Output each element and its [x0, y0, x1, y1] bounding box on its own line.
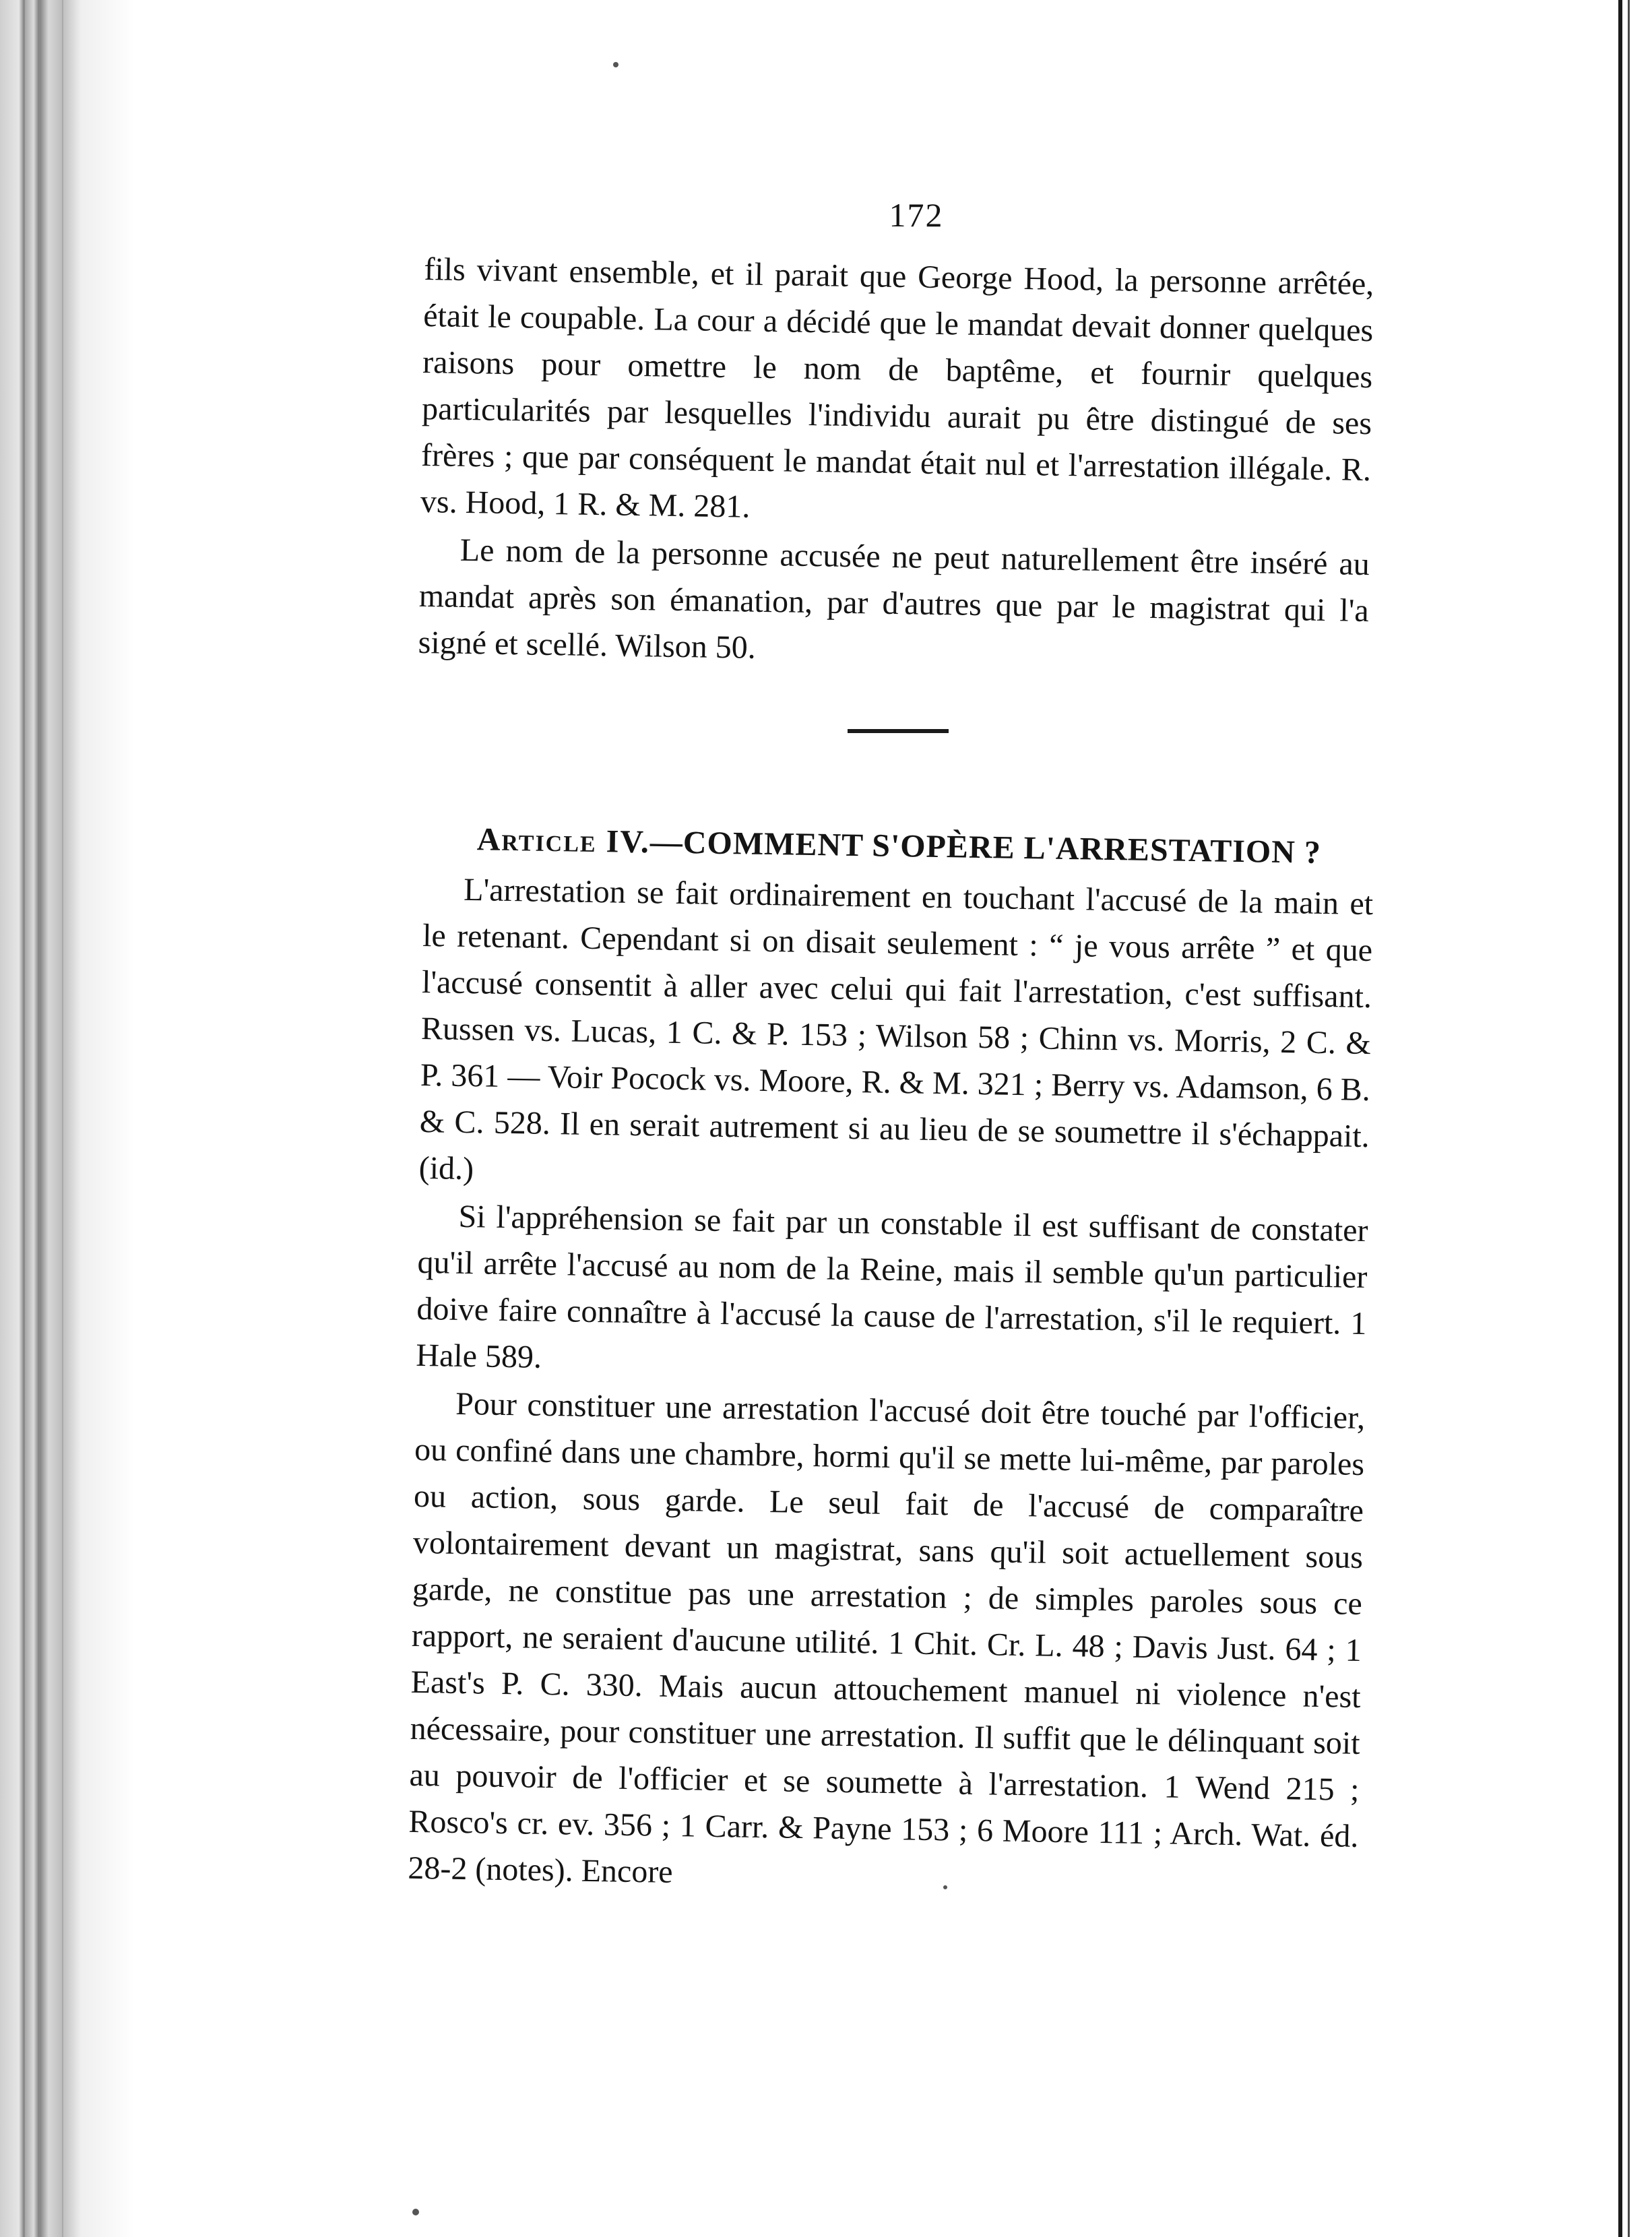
paragraph: L'arrestation se fait ordinairement en touchant l'accusé de la main et le retenant. Cependant si on disait seulement : “ je vous arrête ” et que l'accusé consentit à aller avec celui qui fait l'arrestation, c'est suffisant. Russen vs. Lucas, 1 C. & P. 153 ; Wilson 58 ; Chinn vs. Morris, 2 C. & P. 361 — Voir Pocock vs. Moore, R. & M. 321 ; Berry vs. Adamson, 6 B. & C. 528. Il en serait autrement si au lieu de se soumettre il s'échappait. (id.) [418, 871, 1374, 1187]
scan-speck [412, 2209, 419, 2215]
section-divider [848, 729, 949, 733]
gutter-line [23, 0, 25, 2237]
article-title: —COMMENT S'OPÈRE L'ARRESTATION ? [649, 824, 1322, 871]
page-number: 172 [889, 196, 944, 234]
gutter-line [62, 0, 63, 2237]
paragraph: fils vivant ensemble, et il parait que George Hood, la personne arrêtée, était le coupable. La cour a décidé que le mandat devait donner quelques raisons pour omettre le nom de baptême, et fournir quelques particularités par lesquelles l'individu aurait pu être distingué de ses frères ; que par conséquent le mandat était nul et l'arrestation illégale. R. vs. Hood, 1 R. & M. 281. [420, 251, 1374, 525]
page-gutter [0, 0, 135, 2237]
paragraph: Pour constituer une arrestation l'accusé doit être touché par l'officier, ou confiné dans une chambre, hormi qu'il se mette lui-même, par paroles ou action, sous garde. Le seul fait de l'accusé de comparaître volontairement devant un magistrat, sans qu'il soit actuellement sous garde, ne constitue pas une arrestation ; de simples paroles sous ce rapport, ne seraient d'aucune utilité. 1 Chit. Cr. L. 48 ; Davis Just. 64 ; 1 East's P. C. 330. Mais aucun attouchement manuel ni violence n'est nécessaire, pour constituer une arrestation. Il suffit que le délinquant soit au pouvoir de l'officier et se soumette à l'arrestation. 1 Wend 215 ; Rosco's cr. ev. 356 ; 1 Carr. & Payne 153 ; 6 Moore 111 ; Arch. Wat. éd. 28-2 (notes). Encore [408, 1385, 1366, 1890]
binding-edge-line [1618, 0, 1622, 2237]
paragraph: Si l'appréhension se fait par un constable il est suffisant de constater qu'il arrête l'accusé au nom de la Reine, mais il semble qu'un particulier doive faire connaître à l'accusé la cause de l'arrestation, s'il le requiert. 1 Hale 589. [415, 1198, 1368, 1375]
paragraph: Le nom de la personne accusée ne peut naturellement être inséré au mandat après son émanation, par d'autres que par le magistrat qui l'a signé et scellé. Wilson 50. [418, 532, 1370, 666]
gutter-line [39, 0, 41, 2237]
article-section [408, 815, 1374, 1906]
binding-edge-line [1628, 0, 1630, 2237]
article-label: Article IV. [476, 821, 651, 860]
top-section [418, 246, 1374, 681]
scan-speck [613, 62, 618, 67]
